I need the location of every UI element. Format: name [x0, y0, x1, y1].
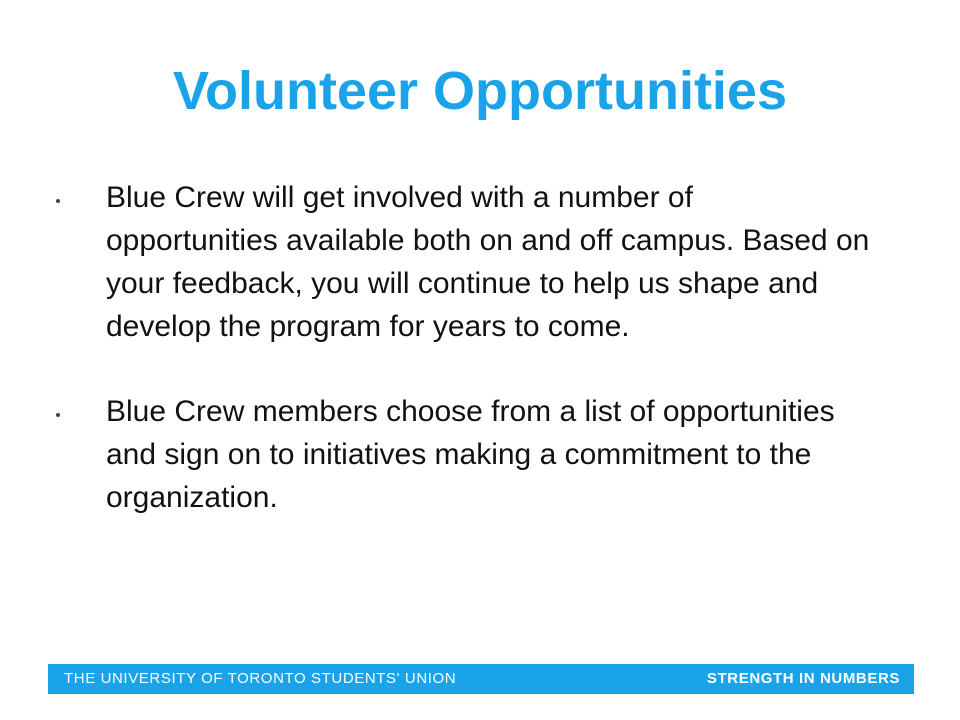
- bullet-text: Blue Crew will get involved with a number of opportunities available both on and off campus. Based on your feedback, you will continue to help us shape and develop the program for years to come.: [106, 181, 870, 343]
- bullet-item: [52, 176, 872, 348]
- slide-title: Volunteer Opportunities: [172, 61, 787, 121]
- bullet-item: [52, 390, 872, 519]
- footer-organization: THE UNIVERSITY OF TORONTO STUDENTS' UNION: [64, 670, 457, 687]
- bullet-text: Blue Crew members choose from a list of opportunities and sign on to initiatives making a commitment to the organization.: [106, 395, 835, 514]
- footer-bar: [48, 664, 914, 694]
- bullet-dot-icon: [56, 413, 60, 417]
- bullet-dot-icon: [56, 199, 60, 203]
- footer-slogan: STRENGTH IN NUMBERS: [706, 670, 900, 687]
- bullet-list: [52, 176, 872, 561]
